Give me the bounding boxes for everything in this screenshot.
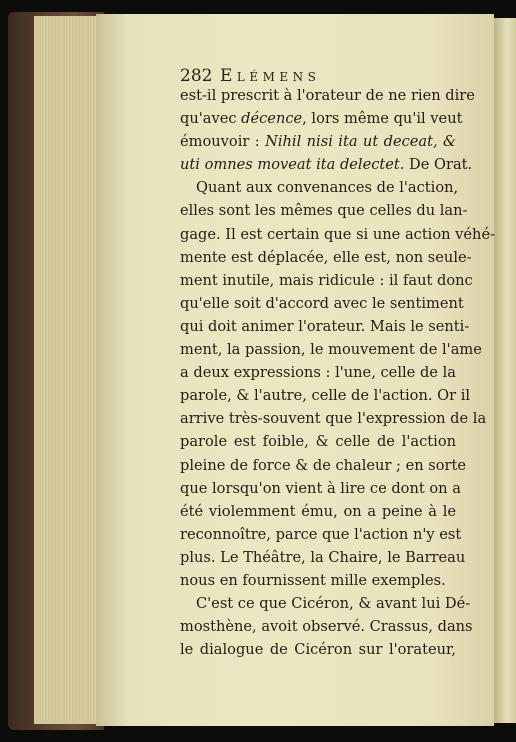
page-number: 282: [180, 66, 213, 86]
running-title: Elémens: [220, 66, 321, 86]
paragraph-start: Quant aux convenances de l'action,: [196, 179, 459, 197]
latin-quote: Nihil nisi ita ut deceat, &: [265, 133, 456, 151]
facing-page-edge: [494, 18, 516, 723]
paragraph-start: C'est ce que Cicéron, & avant lui Dé-: [196, 595, 471, 613]
text-line: ment inutile, mais ridicule : il faut donc: [180, 271, 473, 289]
text-line: émouvoir : Nihil nisi ita ut deceat, &: [180, 133, 456, 151]
text-line: qu'avec décence, lors même qu'il veut: [180, 110, 463, 128]
text-line: ment, la passion, le mouvement de l'ame: [180, 341, 482, 359]
text-line: est-il prescrit à l'orateur de ne rien dire: [180, 87, 475, 104]
text-line: parole, & l'autre, celle de l'action. Or il: [180, 387, 471, 405]
text-line: nous en fournissent mille exemples.: [180, 571, 446, 589]
text-line: pleine de force & de chaleur ; en sorte: [180, 456, 467, 474]
text-line: reconnoître, parce que l'action n'y est: [180, 525, 462, 543]
italic-word: décence: [241, 110, 303, 128]
text-line: qu'elle soit d'accord avec le sentiment: [180, 294, 464, 312]
text-line: plus. Le Théâtre, la Chaire, le Barreau: [180, 548, 466, 566]
page-header: [180, 66, 380, 86]
text-line: mente est déplacée, elle est, non seule-: [180, 248, 472, 266]
text-line: parole est foible, & celle de l'action: [180, 433, 456, 451]
latin-quote: uti omnes moveat ita delectet.: [180, 156, 405, 174]
text-line: mosthène, avoit observé. Crassus, dans: [180, 618, 473, 636]
text-line: uti omnes moveat ita delectet. De Orat.: [180, 156, 473, 174]
text-line: été violemment ému, on a peine à le: [180, 502, 456, 520]
text-line: gage. Il est certain que si une action véhé-: [180, 225, 496, 243]
text-line: a deux expressions : l'une, celle de la: [180, 364, 456, 382]
text-line: qui doit animer l'orateur. Mais le senti-: [180, 317, 470, 335]
text-line: elles sont les mêmes que celles du lan-: [180, 202, 468, 220]
page-edges: [34, 16, 98, 724]
text-line: que lorsqu'on vient à lire ce dont on a: [180, 479, 461, 497]
text-line: arrive très-souvent que l'expression de la: [180, 410, 487, 428]
text-line: le dialogue de Cicéron sur l'orateur,: [180, 641, 456, 659]
body-text: [180, 84, 496, 661]
